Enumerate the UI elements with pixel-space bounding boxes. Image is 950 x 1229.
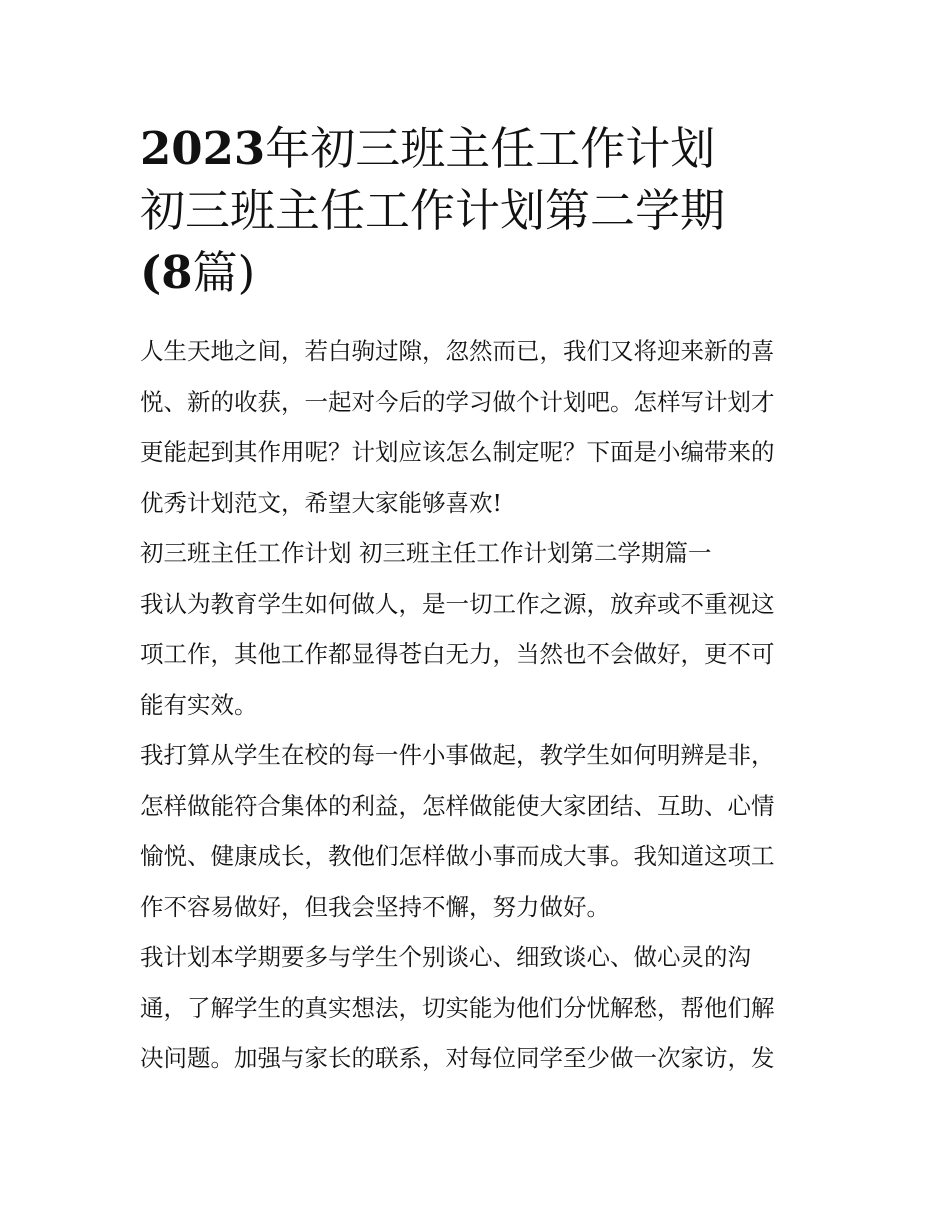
paragraph-line: 愉悦、健康成长，教他们怎样做小事而成大事。我知道这项工 [140,842,775,870]
intro-line: 悦、新的收获，一起对今后的学习做个计划吧。怎样写计划才 [140,387,775,416]
paragraph-line: 我计划本学期要多与学生个别谈心、细致谈心、做心灵的沟 [140,943,751,971]
title-line-3 [140,242,812,304]
title-line-1-text: 年初三班主任工作计划 [265,122,716,175]
title-line-1 [140,118,812,180]
intro-paragraph [140,326,812,528]
title-year: 2023 [140,122,266,175]
intro-line: 人生天地之间，若白驹过隙，忽然而已，我们又将迎来新的喜 [140,337,775,365]
title-line-3-text: 篇) [192,246,256,299]
section-heading: 初三班主任工作计划 初三班主任工作计划第二学期篇一 [140,539,712,567]
paragraph-line: 我认为教育学生如何做人，是一切工作之源，放弃或不重视这 [140,589,775,618]
body-paragraph-3 [140,932,812,1084]
intro-line: 更能起到其作用呢？计划应该怎么制定呢？下面是小编带来的 [140,438,775,466]
document-title [140,118,812,304]
body-paragraph-1 [140,579,812,731]
document-body [140,326,812,1084]
document-content [140,118,812,1084]
paragraph-line: 我打算从学生在校的每一件小事做起，教学生如何明辨是非， [140,741,775,769]
paragraph-line: 怎样做能符合集体的利益，怎样做能使大家团结、互助、心情 [140,791,775,820]
body-paragraph-2 [140,730,812,932]
paragraph-line: 决问题。加强与家长的联系，对每位同学至少做一次家访，发 [140,1044,775,1072]
title-line-2: 初三班主任工作计划第二学期 [140,184,726,237]
paragraph-line: 作不容易做好，但我会坚持不懈，努力做好。 [140,892,610,921]
paragraph-line: 项工作，其他工作都显得苍白无力，当然也不会做好，更不可 [140,640,775,668]
title-count: (8 [140,246,193,299]
paragraph-line: 通，了解学生的真实想法，切实能为他们分忧解愁，帮他们解 [140,993,775,1022]
intro-line: 优秀计划范文，希望大家能够喜欢! [140,488,502,517]
paragraph-line: 能有实效。 [140,690,258,719]
